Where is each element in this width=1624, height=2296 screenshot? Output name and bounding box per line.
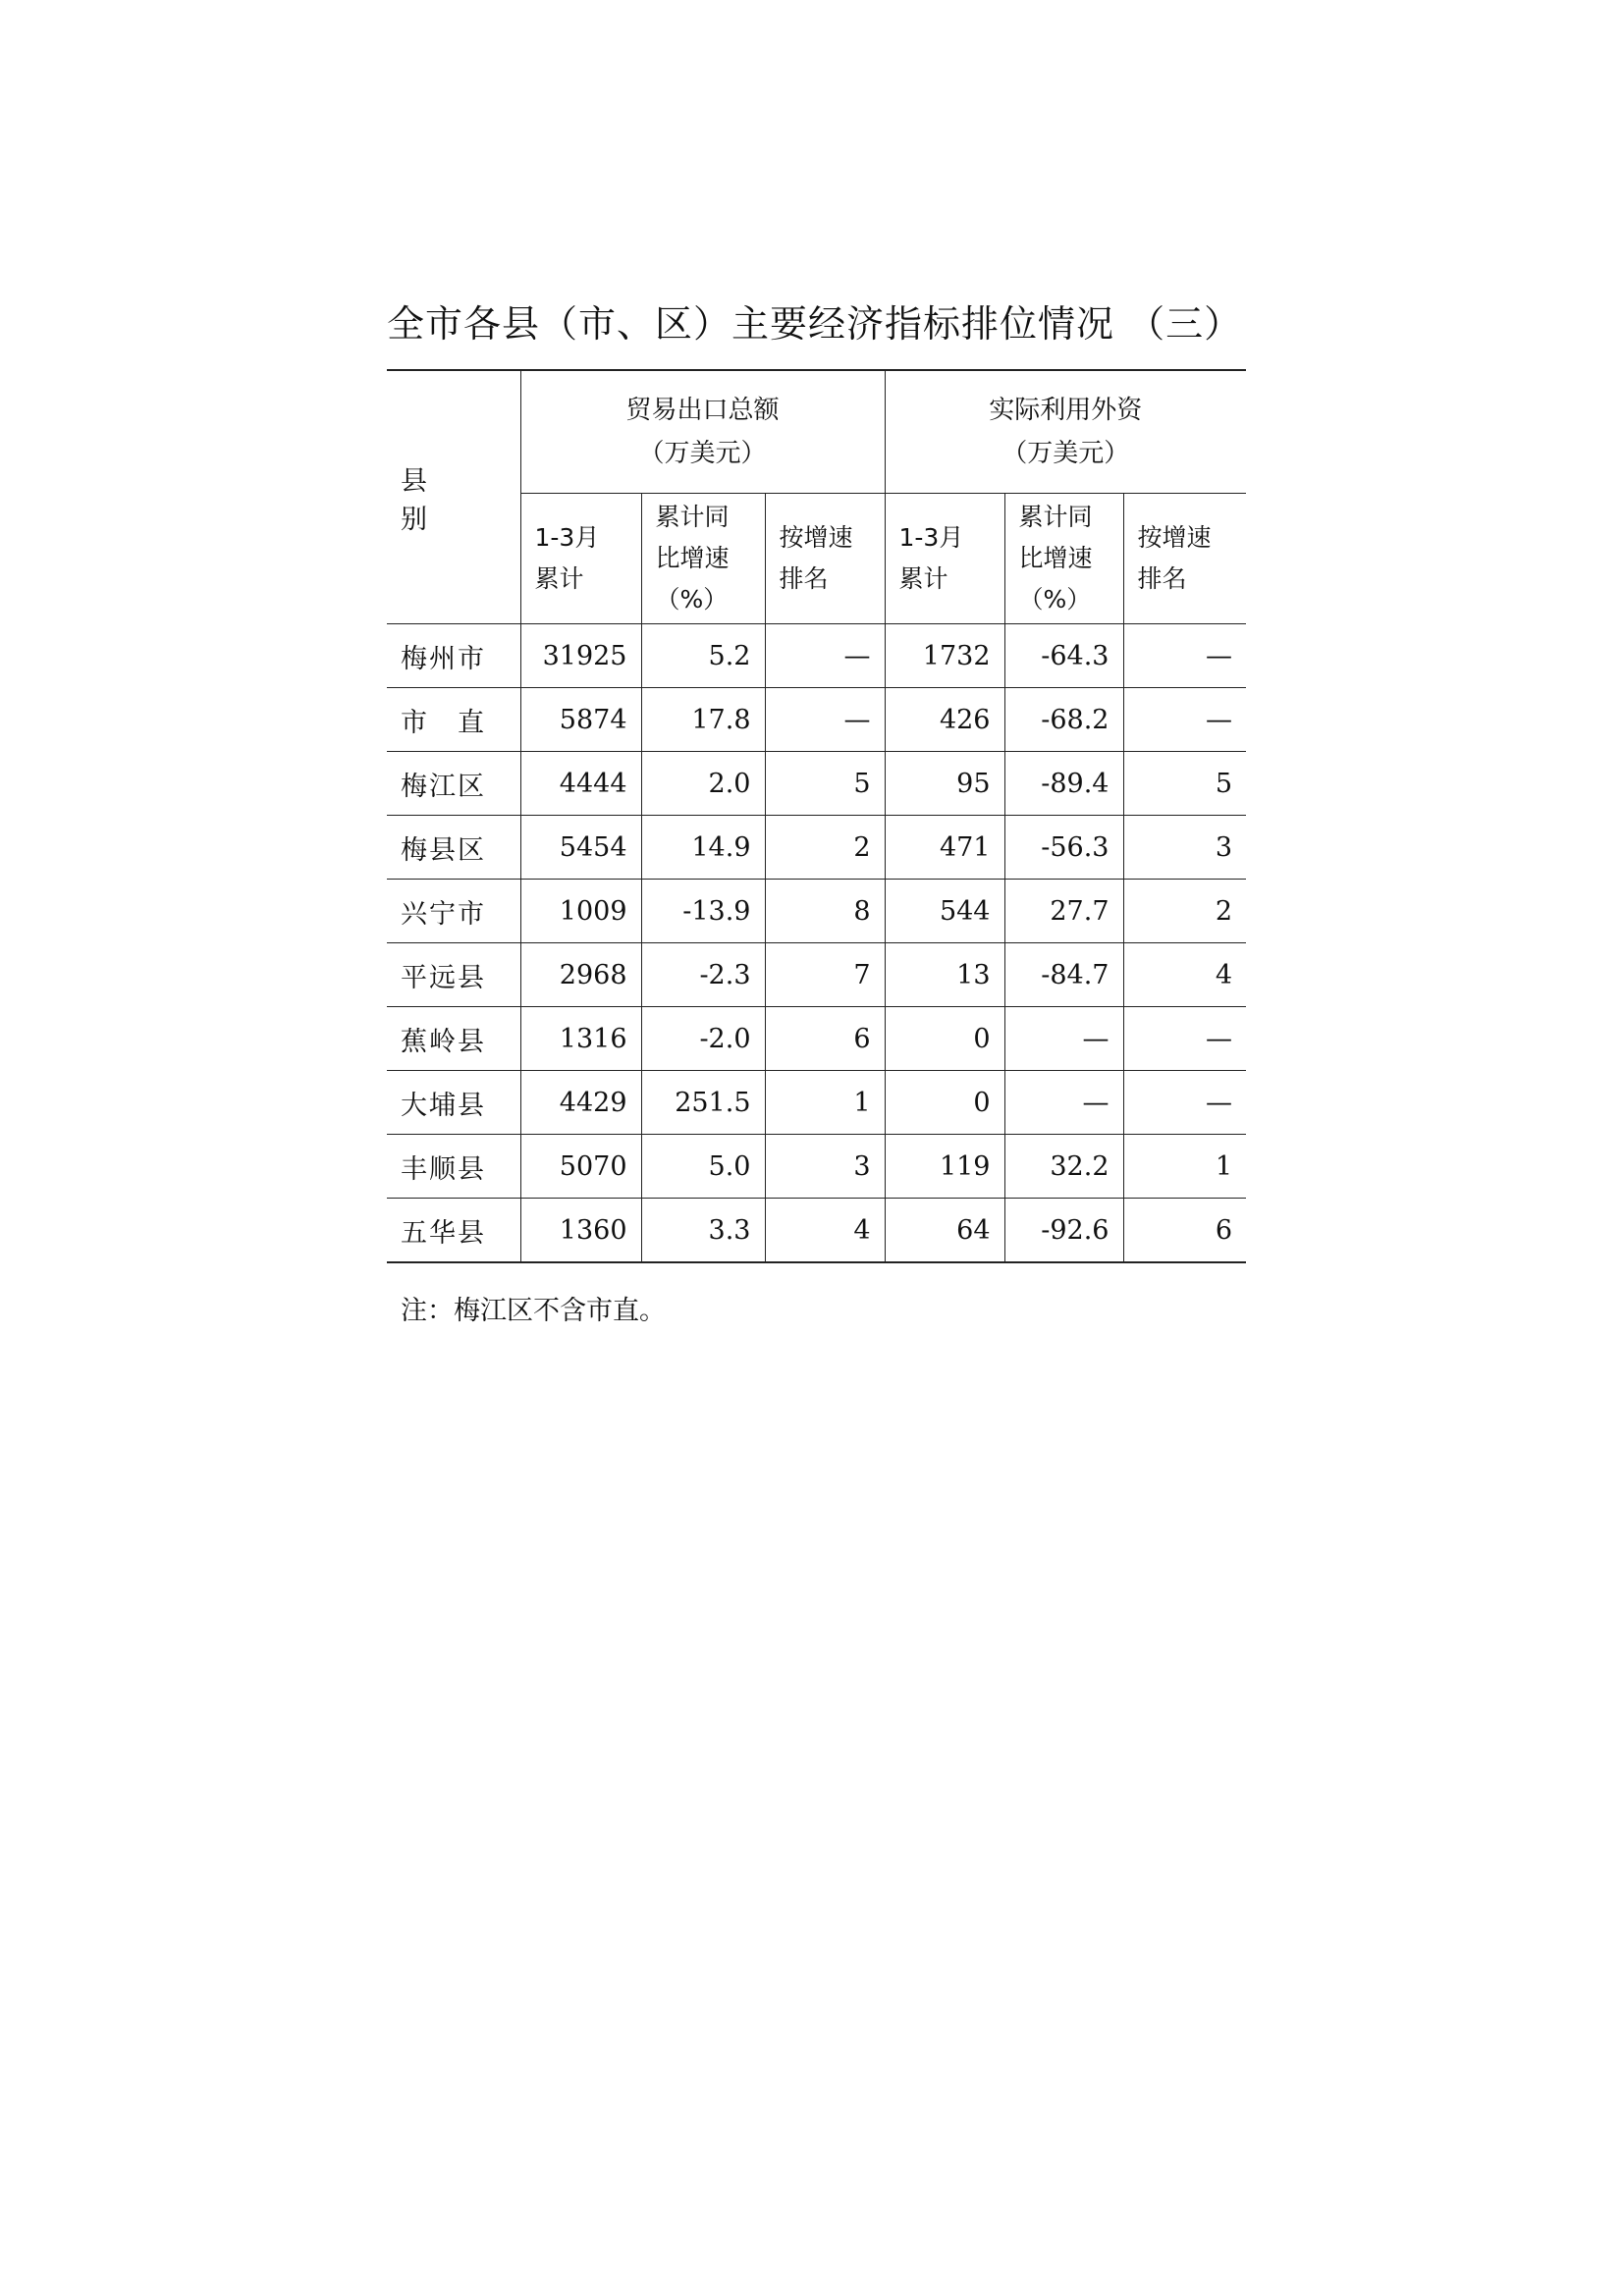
fdi-growth-header xyxy=(1004,494,1123,624)
export-cumulative-cell: 1360 xyxy=(520,1199,641,1263)
export-group-unit: （万美元） xyxy=(638,439,767,468)
export-growth-header xyxy=(641,494,765,624)
fdi-growth-cell: — xyxy=(1004,1071,1123,1135)
table-row xyxy=(387,1135,1246,1199)
header-line: 累计 xyxy=(898,564,948,593)
table-row xyxy=(387,880,1246,943)
header-line: 比增速 xyxy=(1018,544,1093,572)
county-name-cell: 大埔县 xyxy=(387,1071,520,1135)
county-name-cell: 梅州市 xyxy=(387,624,520,688)
fdi-cumulative-cell: 0 xyxy=(885,1007,1004,1071)
county-name-cell: 梅县区 xyxy=(387,816,520,880)
fdi-growth-cell: -84.7 xyxy=(1004,943,1123,1007)
indicator-table xyxy=(387,369,1246,1263)
header-line: 累计同 xyxy=(655,503,730,531)
export-growth-cell: -2.3 xyxy=(641,943,765,1007)
table-row xyxy=(387,1199,1246,1263)
county-name-cell: 平远县 xyxy=(387,943,520,1007)
fdi-rank-cell: 6 xyxy=(1123,1199,1246,1263)
county-name-cell: 市 直 xyxy=(387,688,520,752)
fdi-cumulative-cell: 471 xyxy=(885,816,1004,880)
county-name-cell: 五华县 xyxy=(387,1199,520,1263)
header-line: 累计同 xyxy=(1018,503,1093,531)
header-line: 排名 xyxy=(779,564,829,593)
fdi-rank-header xyxy=(1123,494,1246,624)
header-line: 1-3月 xyxy=(898,523,964,552)
fdi-growth-cell: 27.7 xyxy=(1004,880,1123,943)
fdi-rank-cell: 4 xyxy=(1123,943,1246,1007)
export-cumulative-cell: 31925 xyxy=(520,624,641,688)
fdi-rank-cell: 1 xyxy=(1123,1135,1246,1199)
export-growth-cell: -13.9 xyxy=(641,880,765,943)
header-line: 排名 xyxy=(1137,564,1187,593)
county-name-cell: 蕉岭县 xyxy=(387,1007,520,1071)
fdi-growth-cell: — xyxy=(1004,1007,1123,1071)
fdi-rank-cell: — xyxy=(1123,688,1246,752)
county-name-cell: 梅江区 xyxy=(387,752,520,816)
fdi-rank-cell: 3 xyxy=(1123,816,1246,880)
fdi-rank-cell: 5 xyxy=(1123,752,1246,816)
export-rank-cell: 1 xyxy=(765,1071,885,1135)
export-cumulative-cell: 1316 xyxy=(520,1007,641,1071)
export-group-header xyxy=(520,370,885,494)
fdi-cumulative-cell: 119 xyxy=(885,1135,1004,1199)
fdi-cumulative-cell: 0 xyxy=(885,1071,1004,1135)
export-rank-cell: 2 xyxy=(765,816,885,880)
export-cumulative-header xyxy=(520,494,641,624)
fdi-group-unit: （万美元） xyxy=(1001,439,1130,468)
export-rank-cell: 6 xyxy=(765,1007,885,1071)
export-rank-cell: — xyxy=(765,624,885,688)
export-cumulative-cell: 2968 xyxy=(520,943,641,1007)
export-growth-cell: 17.8 xyxy=(641,688,765,752)
table-row xyxy=(387,752,1246,816)
export-cumulative-cell: 4444 xyxy=(520,752,641,816)
export-growth-cell: 14.9 xyxy=(641,816,765,880)
fdi-group-header xyxy=(885,370,1246,494)
fdi-cumulative-cell: 544 xyxy=(885,880,1004,943)
header-line: （%） xyxy=(655,585,729,614)
fdi-growth-cell: 32.2 xyxy=(1004,1135,1123,1199)
table-row xyxy=(387,624,1246,688)
county-name-cell: 兴宁市 xyxy=(387,880,520,943)
fdi-cumulative-cell: 13 xyxy=(885,943,1004,1007)
header-line: 1-3月 xyxy=(534,523,600,552)
fdi-rank-cell: — xyxy=(1123,1071,1246,1135)
header-line: 按增速 xyxy=(1137,523,1212,552)
export-cumulative-cell: 5454 xyxy=(520,816,641,880)
export-rank-cell: 5 xyxy=(765,752,885,816)
export-growth-cell: 2.0 xyxy=(641,752,765,816)
export-growth-cell: 251.5 xyxy=(641,1071,765,1135)
export-rank-cell: 3 xyxy=(765,1135,885,1199)
fdi-growth-cell: -92.6 xyxy=(1004,1199,1123,1263)
fdi-cumulative-cell: 1732 xyxy=(885,624,1004,688)
table-body xyxy=(387,624,1246,1263)
footnote: 注：梅江区不含市直。 xyxy=(401,1296,666,1326)
export-growth-cell: 3.3 xyxy=(641,1199,765,1263)
fdi-group-title: 实际利用外资 xyxy=(989,396,1143,425)
export-rank-cell: 7 xyxy=(765,943,885,1007)
export-growth-cell: 5.2 xyxy=(641,624,765,688)
export-rank-cell: 4 xyxy=(765,1199,885,1263)
fdi-growth-cell: -64.3 xyxy=(1004,624,1123,688)
table-row xyxy=(387,1007,1246,1071)
fdi-cumulative-cell: 95 xyxy=(885,752,1004,816)
header-line: 按增速 xyxy=(779,523,853,552)
county-name-cell: 丰顺县 xyxy=(387,1135,520,1199)
export-cumulative-cell: 4429 xyxy=(520,1071,641,1135)
county-header: 县 别 xyxy=(387,370,520,624)
header-line: 累计 xyxy=(534,564,584,593)
table-row xyxy=(387,943,1246,1007)
export-growth-cell: 5.0 xyxy=(641,1135,765,1199)
export-cumulative-cell: 5070 xyxy=(520,1135,641,1199)
fdi-rank-cell: — xyxy=(1123,624,1246,688)
header-line: 比增速 xyxy=(655,544,730,572)
export-rank-cell: — xyxy=(765,688,885,752)
fdi-rank-cell: 2 xyxy=(1123,880,1246,943)
table-row xyxy=(387,1071,1246,1135)
fdi-cumulative-cell: 426 xyxy=(885,688,1004,752)
export-group-title: 贸易出口总额 xyxy=(625,396,780,425)
fdi-growth-cell: -56.3 xyxy=(1004,816,1123,880)
export-rank-header xyxy=(765,494,885,624)
export-growth-cell: -2.0 xyxy=(641,1007,765,1071)
export-cumulative-cell: 5874 xyxy=(520,688,641,752)
table-row xyxy=(387,688,1246,752)
export-rank-cell: 8 xyxy=(765,880,885,943)
fdi-growth-cell: -68.2 xyxy=(1004,688,1123,752)
header-line: （%） xyxy=(1018,585,1092,614)
table-row xyxy=(387,816,1246,880)
export-cumulative-cell: 1009 xyxy=(520,880,641,943)
page-title: 全市各县（市、区）主要经济指标排位情况 （三） xyxy=(387,302,1243,346)
fdi-cumulative-cell: 64 xyxy=(885,1199,1004,1263)
fdi-cumulative-header xyxy=(885,494,1004,624)
fdi-rank-cell: — xyxy=(1123,1007,1246,1071)
fdi-growth-cell: -89.4 xyxy=(1004,752,1123,816)
